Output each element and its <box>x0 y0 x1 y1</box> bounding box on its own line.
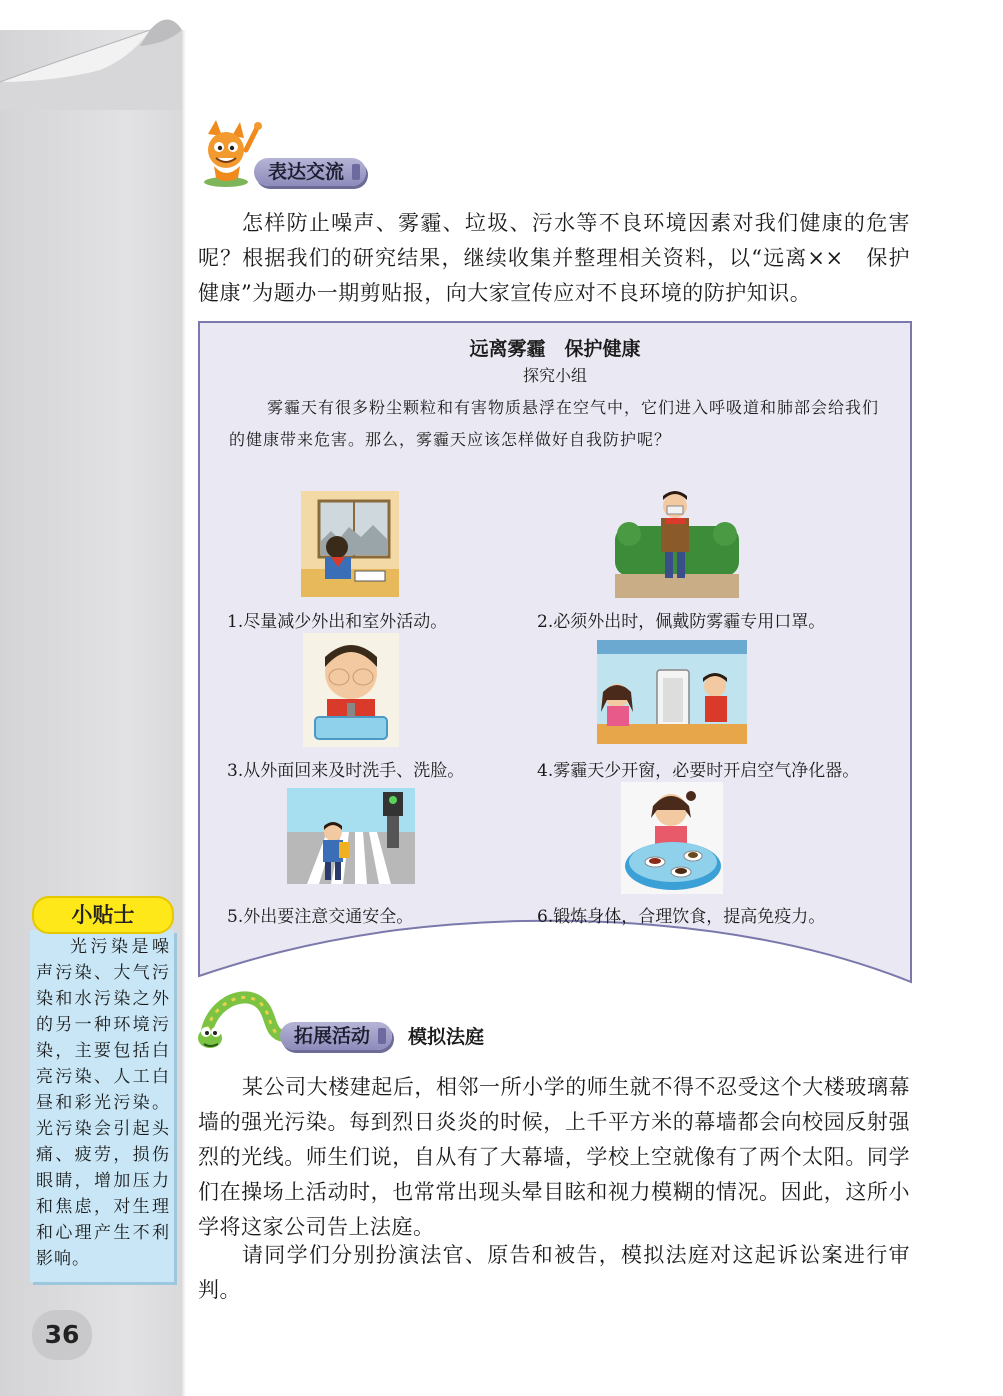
section-expression-paragraph: 怎样防止噪声、雾霾、垃圾、污水等不良环境因素对我们健康的危害呢？根据我们的研究结果，继续收集并整理相关资料，以“远离×× 保护健康”为题办一期剪贴报，向大家宣传应对不良环境的防护知识。 <box>198 211 910 305</box>
crosswalk-icon <box>287 788 415 884</box>
tip-3-caption: 3.从外面回来及时洗手、洗脸。 <box>227 761 465 781</box>
face-washing-icon <box>303 633 399 747</box>
masked-boy-icon <box>615 486 739 598</box>
tip-4-caption: 4.雾霾天少开窗，必要时开启空气净化器。 <box>537 761 860 781</box>
tip-5-caption: 5.外出要注意交通安全。 <box>227 907 414 927</box>
section-expression-label: 表达交流 <box>254 158 366 186</box>
section-extension-paragraph-1: 某公司大楼建起后，相邻一所小学的师生就不得不忍受这个大楼玻璃幕墙的强光污染。每到烈日炎炎的时候，上千平方米的幕墙都会向校园反射强烈的光线。师生们说，自从有了大幕墙，学校上空就像有了两个太阳。同学们在操场上活动时，也常常出现头晕目眩和视力模糊的情况。因此，这所小学将这家公司告上法庭。 <box>198 1075 910 1239</box>
eating-girl-icon <box>621 782 723 894</box>
section-extension-paragraph-2: 请同学们分别扮演法官、原告和被告，模拟法庭对这起诉讼案进行审判。 <box>198 1243 910 1302</box>
page-number: 36 <box>32 1310 92 1360</box>
tips-label: 小贴士 <box>32 896 174 934</box>
haze-protection-poster <box>197 320 913 984</box>
poster-intro: 雾霾天有很多粉尘颗粒和有害物质悬浮在空气中，它们进入呼吸道和肺部会给我们的健康带来危害。那么，雾霾天应该怎样做好自我防护呢？ <box>229 398 880 449</box>
tip-6-caption: 6.锻炼身体，合理饮食，提高免疫力。 <box>537 907 826 927</box>
snake-mascot-icon <box>196 990 292 1060</box>
section-extension-subtitle: 模拟法庭 <box>408 1026 485 1048</box>
tip-2-caption: 2.必须外出时，佩戴防雾霾专用口罩。 <box>537 612 826 632</box>
window-study-icon <box>301 491 399 597</box>
side-margin-shadow <box>182 30 186 1396</box>
tips-box <box>30 930 174 1282</box>
page-curl-icon <box>0 0 190 110</box>
air-purifier-icon <box>597 640 747 744</box>
section-expression-header <box>196 120 366 190</box>
section-extension-label: 拓展活动 <box>280 1022 392 1050</box>
section-extension-header <box>196 990 392 1060</box>
poster-subtitle: 探究小组 <box>522 366 587 385</box>
poster-title: 远离雾霾 保护健康 <box>469 338 641 360</box>
tip-1-caption: 1.尽量减少外出和室外活动。 <box>227 612 448 632</box>
tips-text: 光污染是噪声污染、大气污染和水污染之外的另一种环境污染，主要包括白亮污染、人工白昼和彩光污染。光污染会引起头痛、疲劳，损伤眼睛，增加压力和焦虑，对生理和心理产生不利影响。 <box>36 937 170 1269</box>
